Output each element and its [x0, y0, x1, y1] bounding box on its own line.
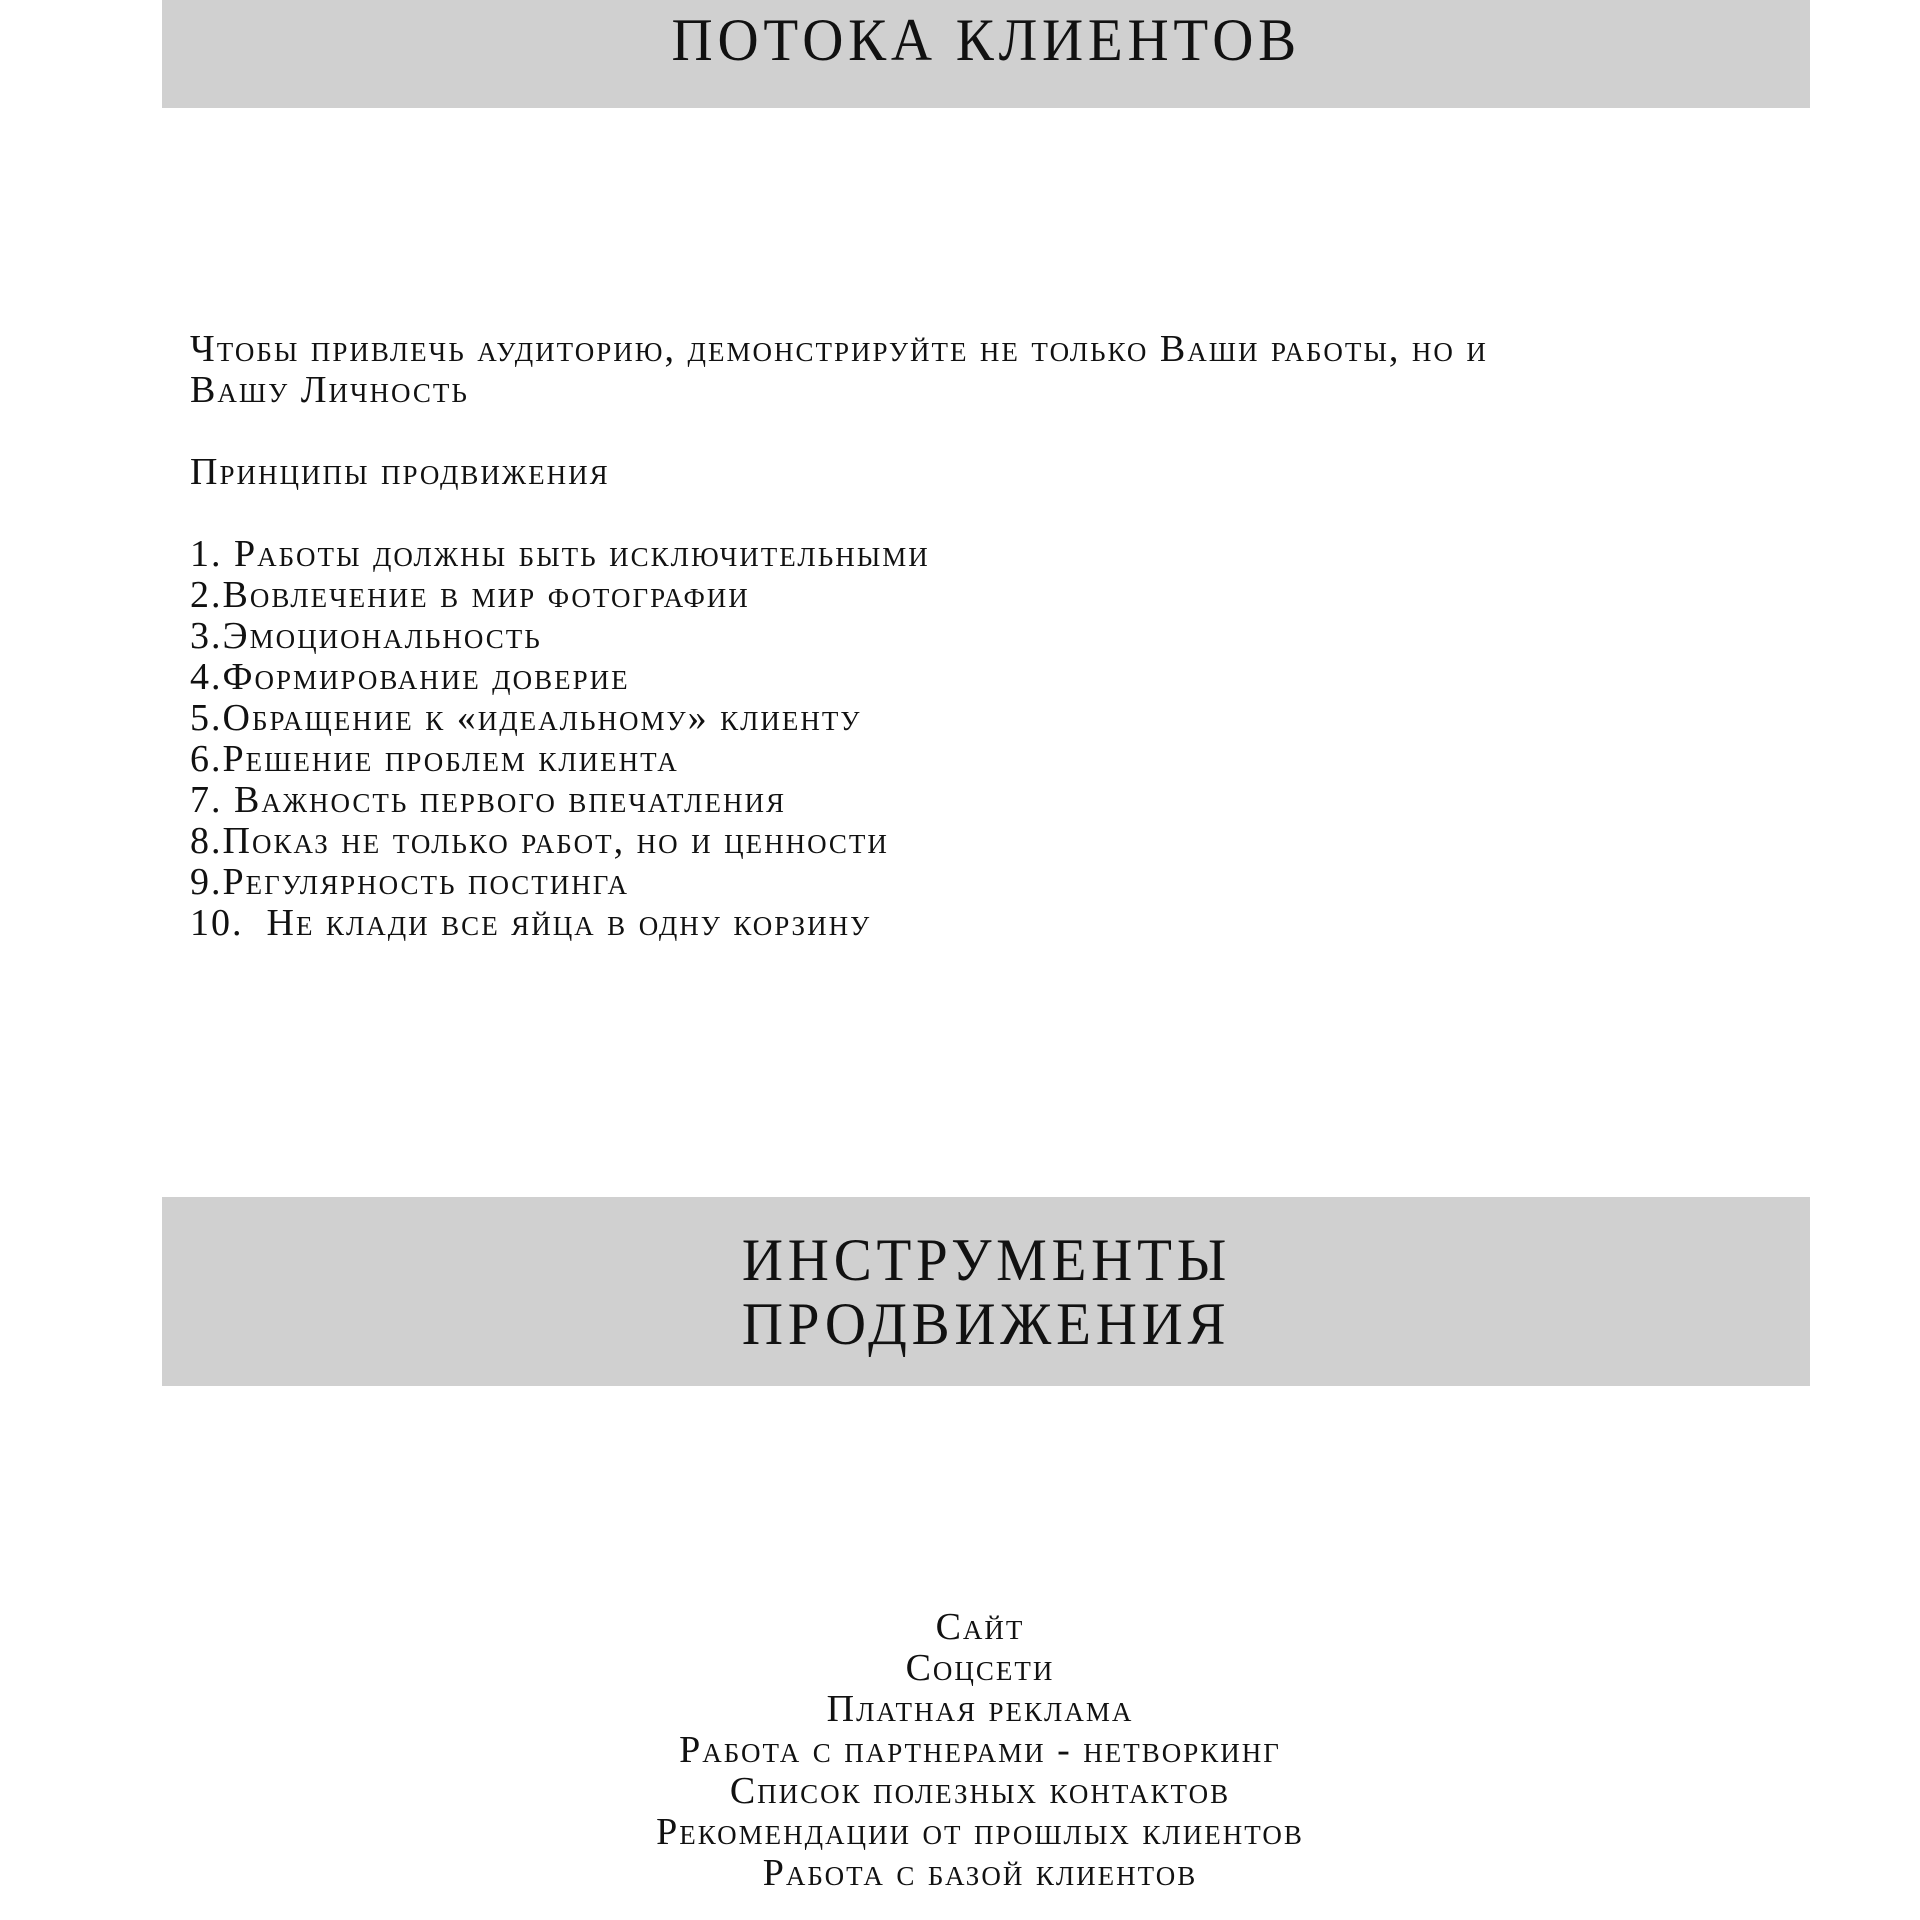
intro-line-2: Вашу Личность — [190, 369, 469, 411]
tool-item: Список полезных контактов — [729, 1770, 1231, 1812]
intro-paragraph — [190, 329, 1750, 411]
principle-item: 2.Вовлечение в мир фотографии — [190, 574, 750, 616]
tool-item: Платная реклама — [826, 1688, 1134, 1730]
tool-item: Работа с партнерами - нетворкинг — [679, 1729, 1281, 1771]
principles-heading: Принципы продвижения — [190, 451, 610, 493]
section-title-client-flow: ПОТОКА КЛИЕНТОВ — [671, 7, 1301, 73]
principle-item: 3.Эмоциональность — [190, 615, 542, 657]
principle-item: 10. Не клади все яйца в одну корзину — [190, 902, 872, 944]
promotion-tools-list — [0, 1607, 1920, 1894]
section-title-tools-line-2: ПРОДВИЖЕНИЯ — [741, 1290, 1231, 1357]
tool-item: Рекомендации от прошлых клиентов — [656, 1811, 1304, 1853]
principle-item: 7. Важность первого впечатления — [190, 779, 786, 821]
section-title-tools-line-1: ИНСТРУМЕНТЫ — [741, 1226, 1231, 1293]
tool-item: Соцсети — [905, 1647, 1055, 1689]
principles-list — [190, 534, 930, 944]
principle-item: 9.Регулярность постинга — [190, 861, 629, 903]
section-banner-client-flow — [162, 0, 1810, 108]
principle-item: 5.Обращение к «идеальному» клиенту — [190, 697, 862, 739]
principle-item: 4.Формирование доверие — [190, 656, 630, 698]
principle-item: 1. Работы должны быть исключительными — [190, 533, 930, 575]
intro-line-1: Чтобы привлечь аудиторию, демонстрируйте не только Ваши работы, но и — [190, 328, 1488, 370]
section-banner-promotion-tools — [162, 1197, 1810, 1386]
principle-item: 6.Решение проблем клиента — [190, 738, 679, 780]
principle-item: 8.Показ не только работ, но и ценности — [190, 820, 889, 862]
tool-item: Сайт — [935, 1606, 1025, 1648]
tool-item: Работа с базой клиентов — [762, 1852, 1198, 1894]
